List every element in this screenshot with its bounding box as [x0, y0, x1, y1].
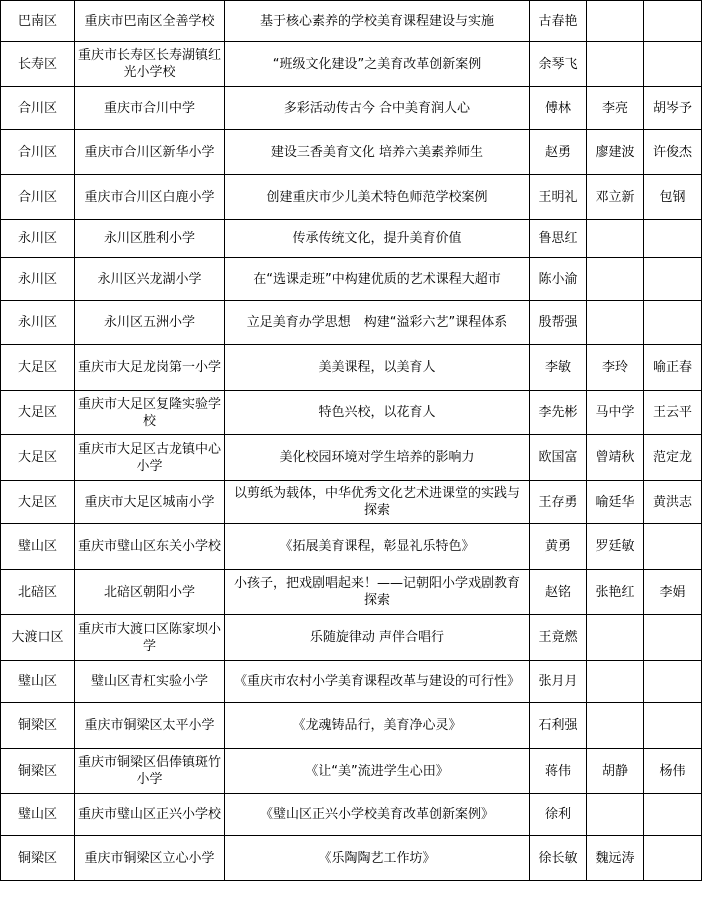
- title-cell: 小孩子，把戏剧唱起来！——记朝阳小学戏剧教育探索: [225, 570, 530, 615]
- school-cell: 重庆市大渡口区陈家坝小学: [75, 615, 225, 661]
- district-cell: 大足区: [1, 481, 75, 524]
- person-2-cell: [587, 661, 644, 703]
- person-1-cell: 张月月: [530, 661, 587, 703]
- school-cell: 重庆市大足区城南小学: [75, 481, 225, 524]
- person-3-cell: [644, 220, 702, 258]
- title-cell: 《重庆市农村小学美育课程改革与建设的可行性》: [225, 661, 530, 703]
- person-3-cell: 范定龙: [644, 435, 702, 481]
- district-cell: 铜梁区: [1, 749, 75, 794]
- person-2-cell: 李玲: [587, 345, 644, 391]
- title-cell: 《乐陶陶艺工作坊》: [225, 836, 530, 881]
- school-cell: 重庆市大足龙岗第一小学: [75, 345, 225, 391]
- title-cell: 创建重庆市少儿美术特色师范学校案例: [225, 175, 530, 220]
- title-cell: 《让“美”流进学生心田》: [225, 749, 530, 794]
- person-3-cell: 王云平: [644, 391, 702, 435]
- school-cell: 永川区胜利小学: [75, 220, 225, 258]
- school-cell: 重庆市大足区复隆实验学校: [75, 391, 225, 435]
- school-cell: 重庆市璧山区正兴小学校: [75, 794, 225, 836]
- person-3-cell: [644, 524, 702, 570]
- district-cell: 璧山区: [1, 794, 75, 836]
- title-cell: 《拓展美育课程，彰显礼乐特色》: [225, 524, 530, 570]
- district-cell: 铜梁区: [1, 836, 75, 881]
- person-2-cell: [587, 220, 644, 258]
- person-3-cell: [644, 301, 702, 345]
- person-3-cell: 李娟: [644, 570, 702, 615]
- table-row: [1, 345, 702, 391]
- person-1-cell: 徐长敏: [530, 836, 587, 881]
- person-1-cell: 傅林: [530, 87, 587, 130]
- school-cell: 重庆市长寿区长寿湖镇红光小学校: [75, 42, 225, 87]
- table-row: [1, 570, 702, 615]
- person-2-cell: 胡静: [587, 749, 644, 794]
- table-row: [1, 301, 702, 345]
- person-2-cell: [587, 1, 644, 42]
- person-2-cell: [587, 615, 644, 661]
- person-3-cell: 许俊杰: [644, 130, 702, 175]
- person-1-cell: 王竟燃: [530, 615, 587, 661]
- person-1-cell: 李先彬: [530, 391, 587, 435]
- person-1-cell: 王存勇: [530, 481, 587, 524]
- table-row: [1, 794, 702, 836]
- district-cell: 铜梁区: [1, 703, 75, 749]
- table-row: [1, 615, 702, 661]
- title-cell: 特色兴校，以花育人: [225, 391, 530, 435]
- person-1-cell: 石利强: [530, 703, 587, 749]
- table-row: [1, 836, 702, 881]
- table-row: [1, 481, 702, 524]
- school-cell: 重庆市铜梁区太平小学: [75, 703, 225, 749]
- title-cell: 乐随旋律动 声伴合唱行: [225, 615, 530, 661]
- title-cell: 《璧山区正兴小学校美育改革创新案例》: [225, 794, 530, 836]
- table-row: [1, 42, 702, 87]
- person-2-cell: [587, 703, 644, 749]
- table-row: [1, 220, 702, 258]
- person-1-cell: 欧国富: [530, 435, 587, 481]
- person-3-cell: [644, 258, 702, 301]
- person-3-cell: [644, 836, 702, 881]
- table-row: [1, 391, 702, 435]
- district-cell: 合川区: [1, 175, 75, 220]
- person-1-cell: 鲁思红: [530, 220, 587, 258]
- district-cell: 长寿区: [1, 42, 75, 87]
- person-3-cell: 喻正春: [644, 345, 702, 391]
- person-2-cell: 魏远涛: [587, 836, 644, 881]
- person-1-cell: 陈小渝: [530, 258, 587, 301]
- person-1-cell: 李敏: [530, 345, 587, 391]
- person-3-cell: 杨伟: [644, 749, 702, 794]
- school-cell: 重庆市合川区新华小学: [75, 130, 225, 175]
- school-cell: 重庆市合川中学: [75, 87, 225, 130]
- school-cell: 重庆市铜梁区立心小学: [75, 836, 225, 881]
- district-cell: 北碚区: [1, 570, 75, 615]
- district-cell: 大足区: [1, 391, 75, 435]
- table-row: [1, 175, 702, 220]
- district-cell: 璧山区: [1, 524, 75, 570]
- school-cell: 永川区兴龙湖小学: [75, 258, 225, 301]
- table-row: [1, 1, 702, 42]
- person-2-cell: [587, 794, 644, 836]
- table-body: [1, 1, 702, 881]
- person-1-cell: 蒋伟: [530, 749, 587, 794]
- district-cell: 璧山区: [1, 661, 75, 703]
- title-cell: 美美课程，以美育人: [225, 345, 530, 391]
- person-1-cell: 黄勇: [530, 524, 587, 570]
- person-3-cell: 包钢: [644, 175, 702, 220]
- person-3-cell: [644, 42, 702, 87]
- title-cell: “班级文化建设”之美育改革创新案例: [225, 42, 530, 87]
- title-cell: 基于核心素养的学校美育课程建设与实施: [225, 1, 530, 42]
- table-row: [1, 749, 702, 794]
- person-1-cell: 赵勇: [530, 130, 587, 175]
- school-cell: 璧山区青杠实验小学: [75, 661, 225, 703]
- district-cell: 合川区: [1, 130, 75, 175]
- person-2-cell: 张艳红: [587, 570, 644, 615]
- person-3-cell: 黄洪志: [644, 481, 702, 524]
- table-row: [1, 524, 702, 570]
- district-cell: 大足区: [1, 435, 75, 481]
- person-3-cell: [644, 794, 702, 836]
- district-cell: 巴南区: [1, 1, 75, 42]
- school-cell: 重庆市合川区白鹿小学: [75, 175, 225, 220]
- table-row: [1, 258, 702, 301]
- person-2-cell: [587, 258, 644, 301]
- school-cell: 重庆市巴南区全善学校: [75, 1, 225, 42]
- title-cell: 美化校园环境对学生培养的影响力: [225, 435, 530, 481]
- person-2-cell: [587, 301, 644, 345]
- district-cell: 合川区: [1, 87, 75, 130]
- person-1-cell: 赵铭: [530, 570, 587, 615]
- title-cell: 立足美育办学思想 构建“溢彩六艺”课程体系: [225, 301, 530, 345]
- district-cell: 永川区: [1, 220, 75, 258]
- title-cell: 在“选课走班”中构建优质的艺术课程大超市: [225, 258, 530, 301]
- person-1-cell: 王明礼: [530, 175, 587, 220]
- district-cell: 永川区: [1, 301, 75, 345]
- person-2-cell: 李亮: [587, 87, 644, 130]
- person-3-cell: [644, 1, 702, 42]
- district-cell: 大足区: [1, 345, 75, 391]
- person-2-cell: 廖建波: [587, 130, 644, 175]
- title-cell: 传承传统文化，提升美育价值: [225, 220, 530, 258]
- school-cell: 永川区五洲小学: [75, 301, 225, 345]
- person-1-cell: 余琴飞: [530, 42, 587, 87]
- person-3-cell: 胡岑予: [644, 87, 702, 130]
- school-cell: 重庆市大足区古龙镇中心小学: [75, 435, 225, 481]
- title-cell: 多彩活动传古今 合中美育润人心: [225, 87, 530, 130]
- person-3-cell: [644, 703, 702, 749]
- person-2-cell: 喻廷华: [587, 481, 644, 524]
- school-cell: 重庆市璧山区东关小学校: [75, 524, 225, 570]
- title-cell: 《龙魂铸品行，美育净心灵》: [225, 703, 530, 749]
- person-1-cell: 殷帮强: [530, 301, 587, 345]
- district-cell: 永川区: [1, 258, 75, 301]
- title-cell: 以剪纸为载体，中华优秀文化艺术进课堂的实践与探索: [225, 481, 530, 524]
- person-2-cell: 邓立新: [587, 175, 644, 220]
- person-2-cell: 马中学: [587, 391, 644, 435]
- table-row: [1, 703, 702, 749]
- person-1-cell: 徐利: [530, 794, 587, 836]
- school-cell: 北碚区朝阳小学: [75, 570, 225, 615]
- title-cell: 建设三香美育文化 培养六美素养师生: [225, 130, 530, 175]
- person-2-cell: 罗廷敏: [587, 524, 644, 570]
- district-cell: 大渡口区: [1, 615, 75, 661]
- table-row: [1, 130, 702, 175]
- table-row: [1, 661, 702, 703]
- person-2-cell: 曾靖秋: [587, 435, 644, 481]
- table-row: [1, 435, 702, 481]
- person-1-cell: 古春艳: [530, 1, 587, 42]
- person-3-cell: [644, 661, 702, 703]
- person-3-cell: [644, 615, 702, 661]
- school-cell: 重庆市铜梁区侣俸镇斑竹小学: [75, 749, 225, 794]
- table-row: [1, 87, 702, 130]
- person-2-cell: [587, 42, 644, 87]
